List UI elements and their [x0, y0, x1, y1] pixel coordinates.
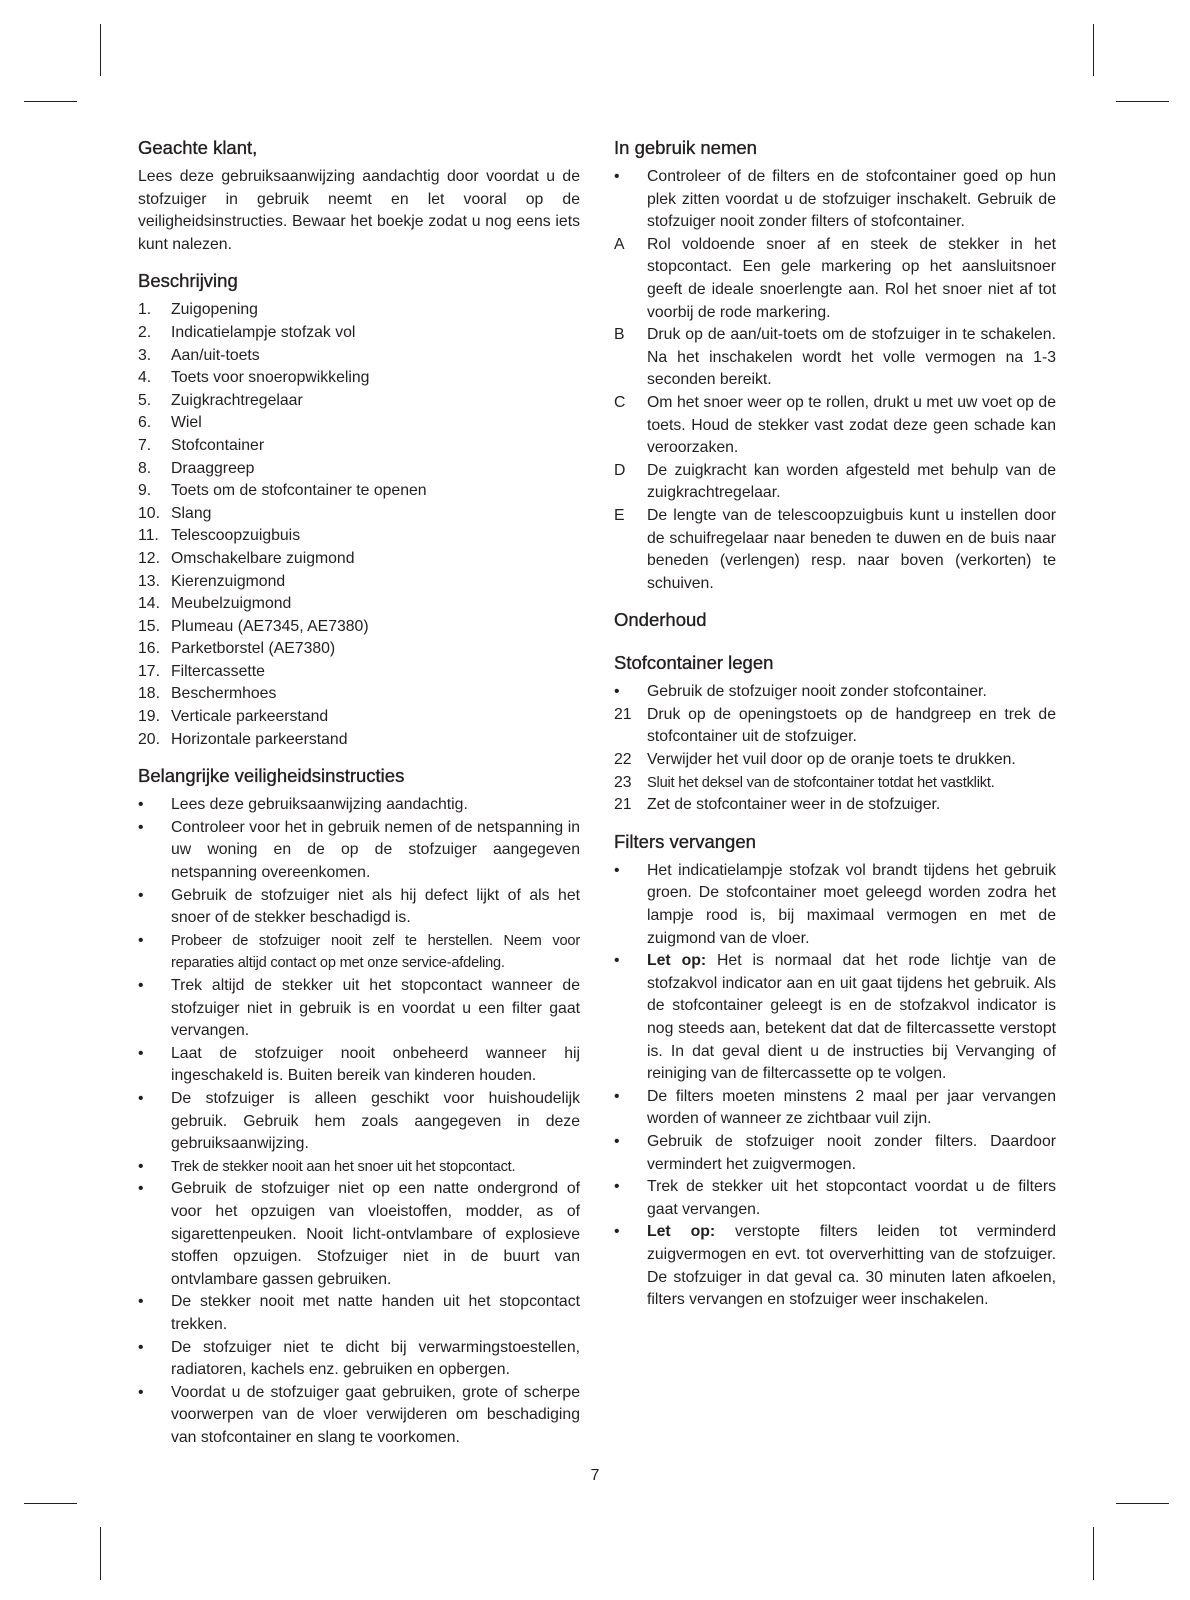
item-text: Voordat u de stofzuiger gaat gebruiken, grote of scherpe voorwerpen van de vloer verwijderen om beschadiging van stofcontainer en slang te voorkomen. — [171, 1383, 580, 1446]
item-body: Het indicatielampje stofzak vol brandt tijdens het gebruik groen. De stofcontainer moet geleegd worden zodra het lampje rood is, bij maximaal vermogen en met de zuigmond van de vloer. — [647, 861, 1056, 947]
list-item — [138, 367, 580, 390]
item-marker: 23 — [614, 773, 632, 791]
bullet: • — [138, 1383, 144, 1401]
list-item — [138, 930, 580, 975]
item-number: 18. — [138, 685, 160, 703]
item-text: Wiel — [171, 414, 202, 432]
item-text: Controleer of de filters en de stofcontainer goed op hun plek zitten voordat u de stofzuiger inschakelt. Gebruik de stofzuiger nooit zonder filters of stofcontainer. — [647, 168, 1056, 231]
item-number: 13. — [138, 572, 160, 590]
item-text — [647, 1086, 1056, 1131]
item-text: De stekker nooit met natte handen uit het stopcontact trekken. — [171, 1293, 580, 1333]
list-item — [138, 548, 580, 571]
item-marker: • — [614, 683, 620, 701]
list-item — [138, 1382, 580, 1450]
item-text: Indicatielampje stofzak vol — [171, 323, 356, 341]
list-item — [138, 885, 580, 930]
list-item — [138, 706, 580, 729]
item-text: Trek altijd de stekker uit het stopcontact wanneer de stofzuiger niet in gebruik is en voordat u een filter gaat vervangen. — [171, 977, 580, 1040]
emptying-list — [614, 681, 1056, 817]
list-item — [138, 683, 580, 706]
safety-heading: Belangrijke veiligheidsinstructies — [138, 765, 405, 787]
list-item — [138, 616, 580, 639]
item-text — [647, 1131, 1056, 1176]
page-number: 7 — [590, 1467, 600, 1484]
item-number: 17. — [138, 662, 160, 680]
list-item — [138, 412, 580, 435]
list-item — [138, 503, 580, 526]
usage-section — [614, 136, 1056, 595]
item-text: Horizontale parkeerstand — [171, 730, 348, 748]
list-item — [138, 794, 580, 817]
item-text: Toets om de stofcontainer te openen — [171, 482, 427, 500]
item-number: 14. — [138, 595, 160, 613]
item-number: 7. — [138, 436, 152, 454]
item-text: Gebruik de stofzuiger nooit zonder stofcontainer. — [647, 683, 987, 701]
item-body: Het is normaal dat het rode lichtje van de stofzakvol indicator aan en uit gaat tijdens het gebruik. Als de stofcontainer geleegt is en de stofzakvol indicator is nog steeds aan, betekent dat dat de filtercassette verstopt is. In dat geval dient u de instructies bij Vervanging of reiniging van de filtercassette op te volgen. — [647, 952, 1056, 1083]
greeting-section — [138, 136, 580, 256]
item-text: Laat de stofzuiger nooit onbeheerd wanneer hij ingeschakeld is. Buiten bereik van kinderen houden. — [171, 1044, 580, 1085]
item-number: 11. — [138, 527, 159, 545]
bullet: • — [138, 1089, 144, 1107]
item-number: 1. — [138, 301, 152, 319]
item-text: Zuigopening — [171, 301, 258, 319]
item-text — [647, 860, 1056, 950]
list-item — [614, 460, 1056, 505]
item-text: Aan/uit-toets — [171, 346, 260, 364]
item-number: 16. — [138, 640, 160, 658]
item-body: Gebruik de stofzuiger nooit zonder filters. Daardoor vermindert het zuigvermogen. — [647, 1132, 1056, 1173]
item-text: Verticale parkeerstand — [171, 708, 329, 726]
item-number: 9. — [138, 482, 152, 500]
item-text: Plumeau (AE7345, AE7380) — [171, 617, 369, 635]
item-number: 15. — [138, 617, 160, 635]
item-number: 10. — [138, 504, 160, 522]
item-number: 12. — [138, 549, 160, 567]
item-text: Telescoopzuigbuis — [171, 527, 301, 545]
list-item — [138, 661, 580, 684]
emptying-heading: Stofcontainer legen — [614, 652, 774, 674]
item-text: Meubelzuigmond — [171, 595, 292, 613]
item-text: Zet de stofcontainer weer in de stofzuiger. — [647, 796, 941, 814]
bullet: • — [138, 977, 144, 994]
item-text: Zuigkrachtregelaar — [171, 391, 303, 409]
list-item — [614, 1221, 1056, 1311]
list-item — [138, 525, 580, 548]
item-number: 2. — [138, 323, 152, 341]
list-item — [614, 1176, 1056, 1221]
crop-mark — [24, 101, 77, 102]
item-text: Sluit het deksel van de stofcontainer totdat het vastklikt. — [647, 774, 995, 791]
item-text: Druk op de openingstoets op de handgreep en trek de stofcontainer uit de stofzuiger. — [647, 705, 1056, 746]
list-item — [138, 390, 580, 413]
item-marker: 21 — [614, 796, 632, 814]
bullet: • — [614, 861, 620, 879]
item-text: Kierenzuigmond — [171, 572, 286, 590]
item-text: Om het snoer weer op te rollen, drukt u met uw voet op de toets. Houd de stekker vast zodat deze geen schade kan veroorzaken. — [647, 393, 1056, 457]
item-text — [647, 1176, 1056, 1221]
item-text: De stofzuiger niet te dicht bij verwarmingstoestellen, radiatoren, kachels enz. gebruiken en opbergen. — [171, 1338, 580, 1379]
parts-list — [138, 299, 580, 751]
list-item — [614, 860, 1056, 950]
item-text: De stofzuiger is alleen geschikt voor huishoudelijk gebruik. Gebruik hem zoals aangegeven in deze gebruiksaanwijzing. — [171, 1089, 580, 1153]
item-text: Stofcontainer — [171, 436, 265, 454]
list-item — [614, 324, 1056, 392]
bullet: • — [614, 1223, 620, 1241]
usage-heading: In gebruik nemen — [614, 137, 757, 158]
list-item — [614, 794, 1056, 817]
list-item — [138, 322, 580, 345]
list-item — [614, 505, 1056, 595]
bullet: • — [614, 952, 620, 970]
list-item — [614, 681, 1056, 704]
item-text — [647, 950, 1056, 1086]
bullet: • — [138, 818, 144, 836]
left-column — [138, 136, 580, 1449]
maintenance-section — [614, 608, 1056, 632]
item-text: De zuigkracht kan worden afgesteld met behulp van de zuigkrachtregelaar. — [647, 461, 1056, 502]
filters-heading: Filters vervangen — [614, 830, 756, 852]
crop-mark — [1116, 101, 1169, 102]
bullet: • — [138, 796, 144, 814]
item-marker: 21 — [614, 705, 632, 723]
item-text: Draaggreep — [171, 459, 255, 477]
bullet: • — [138, 1293, 144, 1311]
crop-mark — [24, 1503, 77, 1504]
list-item — [138, 299, 580, 322]
description-heading: Beschrijving — [138, 270, 238, 292]
list-item — [138, 458, 580, 481]
safety-list — [138, 794, 580, 1449]
item-number: 19. — [138, 708, 160, 726]
list-item — [138, 1088, 580, 1156]
maintenance-heading: Onderhoud — [614, 609, 707, 631]
item-number: 8. — [138, 459, 152, 477]
list-item — [138, 817, 580, 885]
list-item — [138, 975, 580, 1043]
list-item — [614, 749, 1056, 772]
item-text: Druk op de aan/uit-toets om de stofzuiger in te schakelen. Na het inschakelen wordt het volle vermogen na 1-3 seconden bereikt. — [647, 326, 1056, 389]
item-text: Rol voldoende snoer af en steek de stekker in het stopcontact. Een gele markering op het aansluitsnoer geeft de ideale snoerlengte aan. Rol het snoer niet af tot voorbij de rode markering. — [647, 235, 1056, 321]
bullet: • — [138, 931, 144, 949]
crop-mark — [100, 1527, 101, 1580]
description-section — [138, 269, 580, 751]
greeting-heading: Geachte klant, — [138, 137, 258, 158]
item-text: Lees deze gebruiksaanwijzing aandachtig. — [171, 796, 468, 814]
list-item — [138, 480, 580, 503]
item-body: verstopte filters leiden tot verminderd zuigvermogen en evt. tot oververhitting van de stofzuiger. De stofzuiger in dat geval ca. 30 minuten laten afkoelen, filters vervangen en stofzuiger weer inschakelen. — [647, 1223, 1056, 1309]
bullet: • — [138, 1044, 144, 1062]
list-item — [614, 234, 1056, 324]
item-text: Verwijder het vuil door op de oranje toets te drukken. — [647, 751, 1016, 769]
list-item — [614, 950, 1056, 1086]
item-marker: E — [614, 506, 625, 524]
item-number: 4. — [138, 369, 152, 387]
item-text: Slang — [171, 504, 212, 522]
list-item — [138, 435, 580, 458]
item-marker: 22 — [614, 751, 632, 769]
list-item — [614, 1086, 1056, 1131]
filters-section — [614, 830, 1056, 1312]
item-text: Gebruik de stofzuiger niet op een natte ondergrond of voor het opzuigen van vloeistoffen, modder, as of sigarettenpeuken. Nooit licht-ontvlambare of explosieve stoffen opzuigen. Stofzuiger niet in de buurt van ontvlambare gassen gebruiken. — [171, 1180, 580, 1288]
crop-mark — [1093, 1527, 1094, 1580]
item-text — [647, 1221, 1056, 1311]
emptying-section — [614, 651, 1056, 817]
item-marker: A — [614, 235, 625, 253]
item-marker: C — [614, 393, 626, 411]
list-item — [138, 345, 580, 368]
list-item — [138, 1178, 580, 1291]
item-number: 5. — [138, 391, 152, 409]
item-text: Probeer de stofzuiger nooit zelf te herstellen. Neem voor reparaties altijd contact op met onze service-afdeling. — [171, 932, 580, 972]
list-item — [614, 704, 1056, 749]
item-text: Toets voor snoeropwikkeling — [171, 369, 370, 387]
bullet: • — [614, 1178, 620, 1196]
item-number: 6. — [138, 414, 152, 432]
item-marker: D — [614, 461, 626, 479]
bullet: • — [614, 1087, 620, 1105]
list-item — [614, 772, 1056, 795]
bullet: • — [138, 886, 144, 904]
item-body: De filters moeten minstens 2 maal per jaar vervangen worden of wanneer ze zichtbaar vuil zijn. — [647, 1087, 1056, 1128]
list-item — [138, 593, 580, 616]
usage-list — [614, 166, 1056, 595]
bullet: • — [614, 1132, 620, 1150]
item-text: Trek de stekker nooit aan het snoer uit het stopcontact. — [171, 1158, 516, 1175]
item-marker: B — [614, 326, 625, 344]
crop-mark — [1093, 24, 1094, 76]
list-item — [614, 1131, 1056, 1176]
bullet: • — [138, 1157, 144, 1175]
crop-mark — [100, 24, 101, 76]
right-column — [614, 136, 1056, 1312]
safety-section — [138, 764, 580, 1449]
item-text: Controleer voor het in gebruik nemen of de netspanning in uw woning en de op de stofzuiger aangegeven netspanning overeenkomen. — [171, 818, 580, 882]
list-item — [138, 1156, 580, 1179]
note-label: Let op: — [647, 952, 707, 970]
filters-list — [614, 860, 1056, 1312]
list-item — [138, 571, 580, 594]
item-text: Filtercassette — [171, 662, 265, 680]
item-text: Beschermhoes — [171, 685, 277, 703]
item-text: Omschakelbare zuigmond — [171, 549, 355, 567]
item-marker: • — [614, 168, 620, 185]
item-body: Trek de stekker uit het stopcontact voordat u de filters gaat vervangen. — [647, 1178, 1056, 1218]
item-text: Parketborstel (AE7380) — [171, 640, 336, 658]
note-label: Let op: — [647, 1223, 716, 1241]
list-item — [614, 392, 1056, 460]
list-item — [138, 1291, 580, 1336]
item-number: 20. — [138, 730, 160, 748]
greeting-text: Lees deze gebruiksaanwijzing aandachtig door voordat u de stofzuiger in gebruik neemt en let vooral op de veiligheidsinstructies. Bewaar het boekje zodat u nog eens iets kunt nalezen. — [138, 168, 580, 253]
bullet: • — [138, 1180, 144, 1198]
item-text: Gebruik de stofzuiger niet als hij defect lijkt of als het snoer of de stekker beschadigd is. — [171, 886, 580, 927]
list-item — [138, 1337, 580, 1382]
list-item — [138, 729, 580, 752]
list-item — [138, 638, 580, 661]
item-number: 3. — [138, 346, 152, 364]
bullet: • — [138, 1338, 144, 1356]
list-item — [138, 1043, 580, 1088]
list-item — [614, 166, 1056, 234]
crop-mark — [1116, 1503, 1169, 1504]
item-text: De lengte van de telescoopzuigbuis kunt u instellen door de schuifregelaar naar beneden te duwen en de buis naar beneden (verlengen) resp. naar boven (verkorten) te schuiven. — [647, 506, 1056, 592]
